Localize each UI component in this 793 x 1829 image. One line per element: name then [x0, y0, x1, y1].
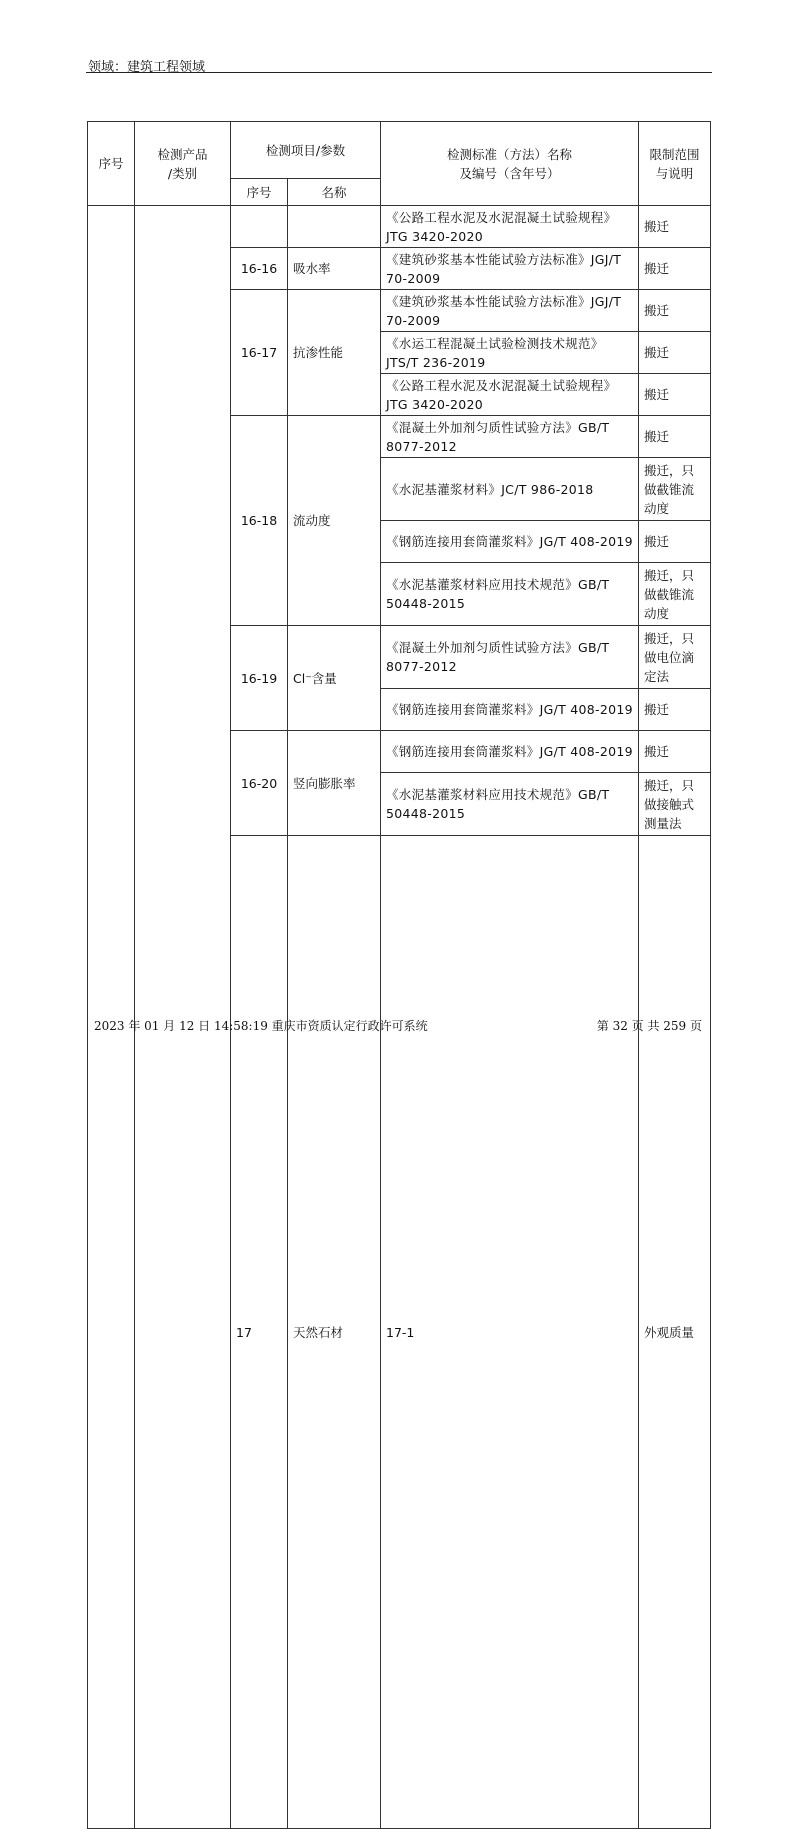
header-limit: 限制范围 与说明 [639, 122, 711, 206]
cell-limit: 搬迁，只做截锥流动度 [639, 563, 711, 626]
cell-limit: 搬迁 [639, 374, 711, 416]
header-seq: 序号 [88, 122, 135, 206]
cell-item-name: 流动度 [288, 416, 381, 626]
header-product: 检测产品 /类别 [135, 122, 231, 206]
cell-limit: 搬迁 [639, 248, 711, 290]
header-item-group: 检测项目/参数 [231, 122, 381, 179]
header-standard: 检测标准（方法）名称 及编号（含年号） [381, 122, 639, 206]
cell-item-name [288, 206, 381, 248]
cell-item-seq: 16-18 [231, 416, 288, 626]
cell-item-name: Cl⁻含量 [288, 626, 381, 731]
cell-standard: 《钢筋连接用套筒灌浆料》JG/T 408-2019 [381, 689, 639, 731]
cell-item-name: 竖向膨胀率 [288, 731, 381, 836]
cell-limit: 搬迁 [639, 521, 711, 563]
cell-standard: 《水泥基灌浆材料应用技术规范》GB/T 50448-2015 [381, 563, 639, 626]
cell-limit: 搬迁 [639, 689, 711, 731]
cell-item-name: 吸水率 [288, 248, 381, 290]
header-rule [86, 72, 712, 73]
cell-item-name: 外观质量 [639, 836, 711, 1829]
page-header-domain: 领域：建筑工程领域 [88, 60, 206, 75]
cell-limit: 搬迁，只做截锥流动度 [639, 458, 711, 521]
cell-standard: 《水泥基灌浆材料》JC/T 986-2018 [381, 458, 639, 521]
cell-limit: 搬迁，只做接触式测量法 [639, 773, 711, 836]
cell-item-seq [231, 206, 288, 248]
footer-timestamp-system: 2023 年 01 月 12 日 14:58:19 重庆市资质认定行政许可系统 [94, 1019, 428, 1033]
header-item-seq: 序号 [231, 179, 288, 206]
cell-item-seq: 17-1 [381, 836, 639, 1829]
cell-standard: 《公路工程水泥及水泥混凝土试验规程》JTG 3420-2020 [381, 206, 639, 248]
cell-item-seq: 16-17 [231, 290, 288, 416]
cell-item-seq: 16-16 [231, 248, 288, 290]
cell-standard: 《水泥基灌浆材料应用技术规范》GB/T 50448-2015 [381, 773, 639, 836]
cell-standard: 《钢筋连接用套筒灌浆料》JG/T 408-2019 [381, 731, 639, 773]
cell-standard: 《混凝土外加剂匀质性试验方法》GB/T 8077-2012 [381, 416, 639, 458]
cell-item-seq: 16-20 [231, 731, 288, 836]
cell-limit: 搬迁 [639, 416, 711, 458]
cell-standard: 《钢筋连接用套筒灌浆料》JG/T 408-2019 [381, 521, 639, 563]
cell-item-name: 抗渗性能 [288, 290, 381, 416]
cell-limit: 搬迁 [639, 290, 711, 332]
cell-item-seq: 16-19 [231, 626, 288, 731]
cell-limit: 搬迁 [639, 332, 711, 374]
cell-standard: 《混凝土外加剂匀质性试验方法》GB/T 8077-2012 [381, 626, 639, 689]
standards-table [87, 121, 711, 1829]
cell-standard: 《建筑砂浆基本性能试验方法标准》JGJ/T 70-2009 [381, 248, 639, 290]
cell-standard: 《水运工程混凝土试验检测技术规范》JTS/T 236-2019 [381, 332, 639, 374]
cell-limit: 搬迁，只做电位滴定法 [639, 626, 711, 689]
header-item-name: 名称 [288, 179, 381, 206]
cell-standard: 《建筑砂浆基本性能试验方法标准》JGJ/T 70-2009 [381, 290, 639, 332]
cell-seq: 17 [231, 836, 288, 1829]
cell-limit: 搬迁 [639, 206, 711, 248]
cell-product: 天然石材 [288, 836, 381, 1829]
cell-limit: 搬迁 [639, 731, 711, 773]
cell-standard: 《公路工程水泥及水泥混凝土试验规程》JTG 3420-2020 [381, 374, 639, 416]
footer-page-number: 第 32 页 共 259 页 [596, 1019, 702, 1033]
